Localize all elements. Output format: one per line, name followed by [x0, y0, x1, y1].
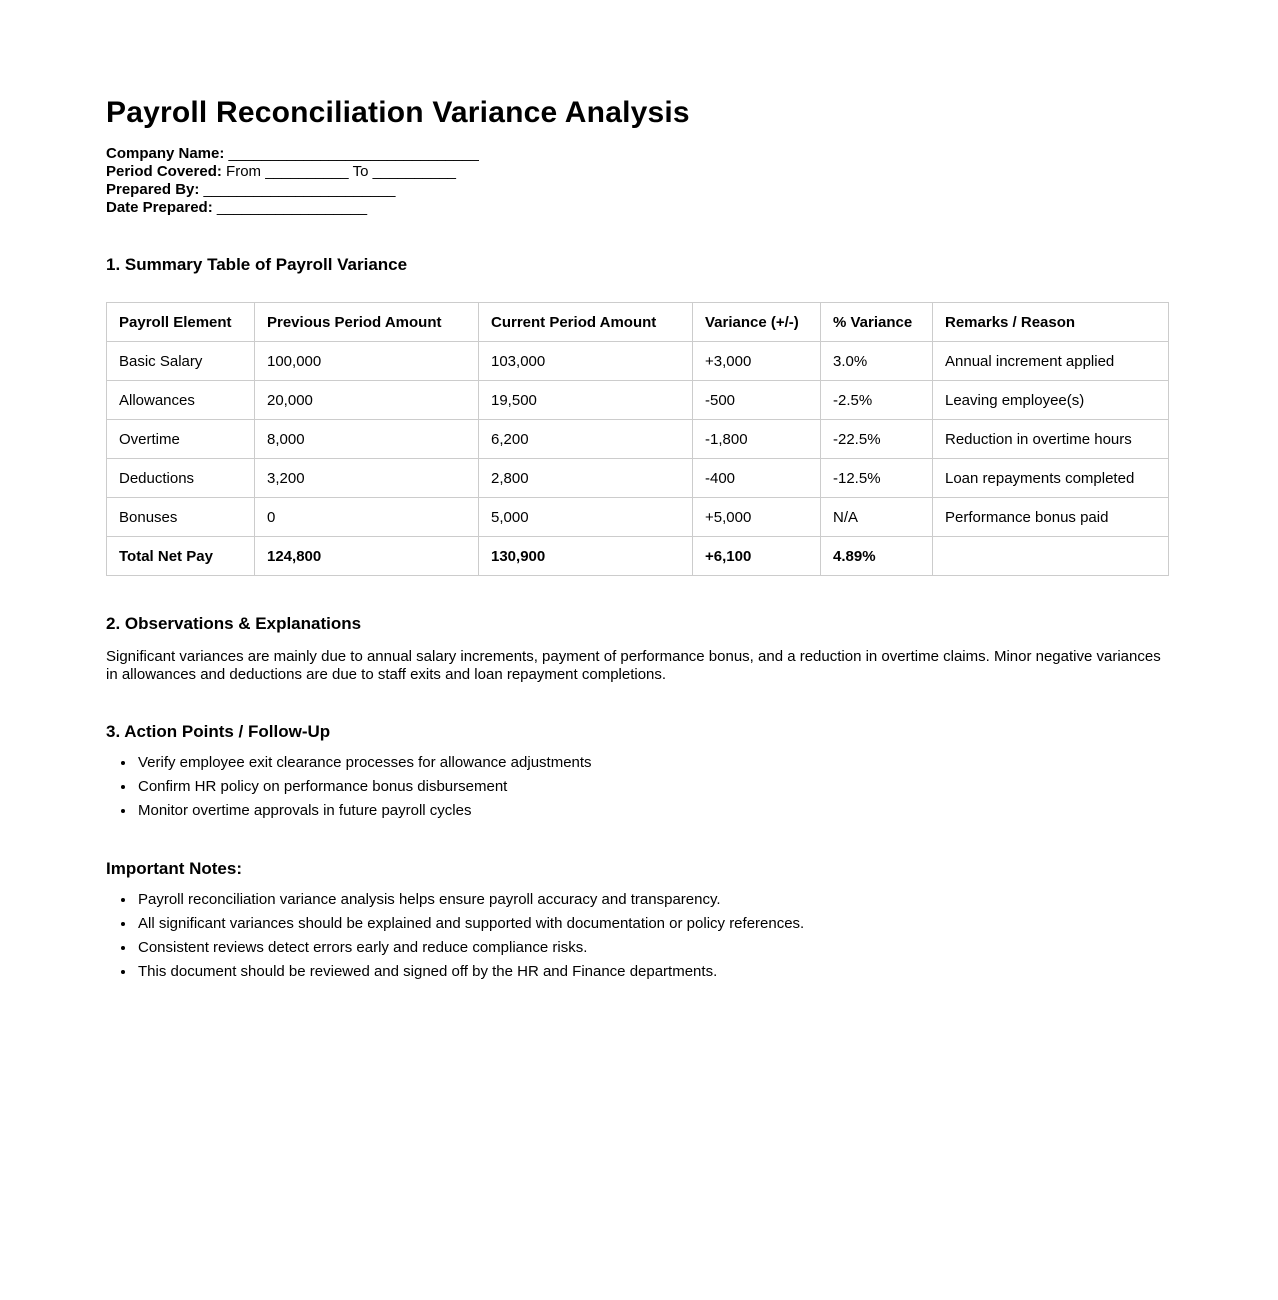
- table-cell: 3.0%: [821, 342, 933, 381]
- table-cell: 2,800: [479, 459, 693, 498]
- table-cell: Loan repayments completed: [933, 459, 1169, 498]
- date-prepared-blank: __________________: [216, 199, 368, 216]
- column-header-variance: Variance (+/-): [693, 303, 821, 342]
- column-header-pct-variance: % Variance: [821, 303, 933, 342]
- list-item: • This document should be reviewed and signed off by the HR and Finance departments.: [136, 963, 1168, 980]
- table-cell: 0: [255, 498, 479, 537]
- page-title: Payroll Reconciliation Variance Analysis: [106, 96, 690, 129]
- section-heading-actions: 3. Action Points / Follow-Up: [106, 722, 331, 741]
- list-item: • Payroll reconciliation variance analysis helps ensure payroll accuracy and transparency.: [136, 891, 1168, 908]
- table-row: [107, 459, 1169, 498]
- list-item: • Verify employee exit clearance processes for allowance adjustments: [136, 754, 1168, 771]
- table-cell: 3,200: [255, 459, 479, 498]
- table-cell: N/A: [821, 498, 933, 537]
- important-notes-list: [106, 891, 1168, 980]
- table-cell: -2.5%: [821, 381, 933, 420]
- table-cell: +6,100: [693, 537, 821, 576]
- company-name-label: Company Name:: [106, 145, 225, 162]
- period-from-blank: __________: [265, 163, 349, 180]
- company-name-blank: ______________________________: [228, 145, 479, 162]
- column-header-remarks: Remarks / Reason: [933, 303, 1169, 342]
- table-cell: -400: [693, 459, 821, 498]
- section-heading-important-notes: Important Notes:: [106, 859, 242, 878]
- company-name-field: [106, 145, 1168, 163]
- table-cell: -22.5%: [821, 420, 933, 459]
- table-cell: +3,000: [693, 342, 821, 381]
- table-cell: Reduction in overtime hours: [933, 420, 1169, 459]
- table-cell: 19,500: [479, 381, 693, 420]
- prepared-by-label: Prepared By:: [106, 181, 200, 198]
- table-cell: -1,800: [693, 420, 821, 459]
- list-item: • All significant variances should be explained and supported with documentation or policy references.: [136, 915, 1168, 932]
- action-points-list: [106, 754, 1168, 819]
- document-meta: [106, 145, 1168, 217]
- section-heading-observations: 2. Observations & Explanations: [106, 614, 362, 633]
- prepared-by-field: [106, 181, 1168, 199]
- table-cell: Allowances: [107, 381, 255, 420]
- prepared-by-blank: _______________________: [203, 181, 396, 198]
- period-from-word: From: [226, 163, 262, 180]
- table-cell: 100,000: [255, 342, 479, 381]
- section-heading-summary: 1. Summary Table of Payroll Variance: [106, 255, 408, 274]
- summary-table-container: [106, 302, 1168, 576]
- table-cell: [933, 537, 1169, 576]
- table-cell: 5,000: [479, 498, 693, 537]
- table-cell: 4.89%: [821, 537, 933, 576]
- table-cell: 130,900: [479, 537, 693, 576]
- date-prepared-field: [106, 199, 1168, 217]
- column-header-previous-period: Previous Period Amount: [255, 303, 479, 342]
- column-header-payroll-element: Payroll Element: [107, 303, 255, 342]
- period-to-word: To: [352, 163, 369, 180]
- table-total-row: [107, 537, 1169, 576]
- table-cell: Total Net Pay: [107, 537, 255, 576]
- table-cell: 6,200: [479, 420, 693, 459]
- table-cell: Leaving employee(s): [933, 381, 1169, 420]
- table-row: [107, 342, 1169, 381]
- table-header-row: [107, 303, 1169, 342]
- table-cell: Deductions: [107, 459, 255, 498]
- period-covered-field: [106, 163, 1168, 181]
- period-covered-label: Period Covered:: [106, 163, 222, 180]
- table-cell: -500: [693, 381, 821, 420]
- table-cell: 8,000: [255, 420, 479, 459]
- table-cell: Performance bonus paid: [933, 498, 1169, 537]
- table-cell: +5,000: [693, 498, 821, 537]
- table-row: [107, 498, 1169, 537]
- table-cell: 20,000: [255, 381, 479, 420]
- table-cell: Overtime: [107, 420, 255, 459]
- table-cell: -12.5%: [821, 459, 933, 498]
- table-row: [107, 420, 1169, 459]
- table-row: [107, 381, 1169, 420]
- date-prepared-label: Date Prepared:: [106, 199, 213, 216]
- table-cell: Bonuses: [107, 498, 255, 537]
- table-cell: Annual increment applied: [933, 342, 1169, 381]
- list-item: • Consistent reviews detect errors early and reduce compliance risks.: [136, 939, 1168, 956]
- table-cell: 124,800: [255, 537, 479, 576]
- observations-paragraph: Significant variances are mainly due to annual salary increments, payment of performance bonus, and a reduction in overtime claims. Minor negative variances in allowances and deductions are due to staff exits and loan repayment completions.: [106, 648, 1161, 683]
- table-cell: Basic Salary: [107, 342, 255, 381]
- period-to-blank: __________: [372, 163, 457, 180]
- table-cell: 103,000: [479, 342, 693, 381]
- payroll-variance-table: [106, 302, 1169, 576]
- list-item: • Monitor overtime approvals in future payroll cycles: [136, 802, 1168, 819]
- column-header-current-period: Current Period Amount: [479, 303, 693, 342]
- list-item: • Confirm HR policy on performance bonus disbursement: [136, 778, 1168, 795]
